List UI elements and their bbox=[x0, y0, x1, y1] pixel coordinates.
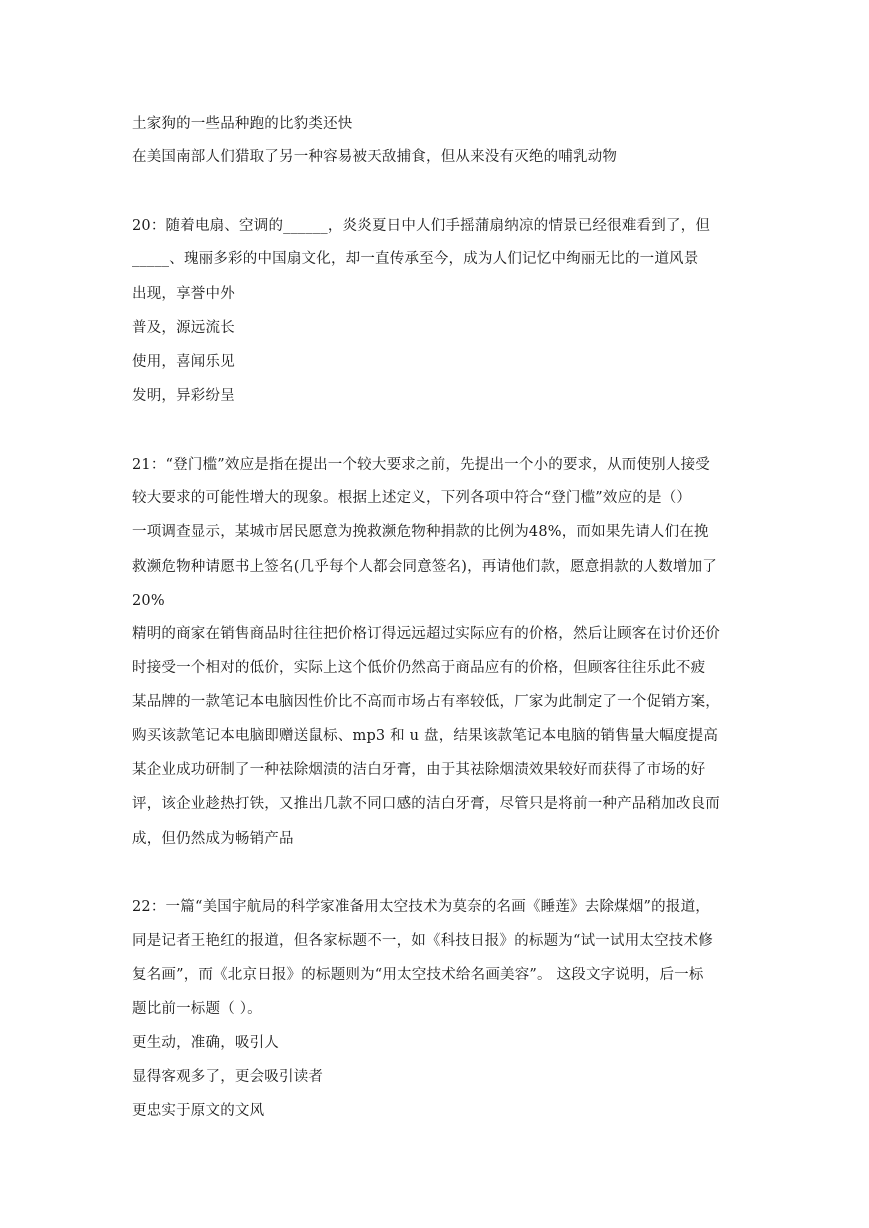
question-20-stem: 20：随着电扇、空调的______，炎炎夏日中人们手摇蒲扇纳凉的情景已经很难看到了，但 bbox=[132, 218, 711, 234]
question-21-option: 购买该款笔记本电脑即赠送鼠标、mp3 和 u 盘，结果该款笔记本电脑的销售量大幅度提高 bbox=[132, 728, 719, 744]
question-21-option: 精明的商家在销售商品时往往把价格订得远远超过实际应有的价格，然后让顾客在讨价还价 bbox=[132, 626, 720, 642]
question-20-option: 出现，享誉中外 bbox=[132, 286, 235, 302]
question-22-option: 更生动，准确，吸引人 bbox=[132, 1035, 279, 1051]
question-21-option: 某品牌的一款笔记本电脑因性价比不高而市场占有率较低，厂家为此制定了一个促销方案， bbox=[132, 694, 720, 710]
question-22-stem: 复名画”，而《北京日报》的标题则为“用太空技术给名画美容”。 这段文字说明，后一标 bbox=[132, 967, 704, 983]
question-20-option: 普及，源远流长 bbox=[132, 320, 235, 336]
question-21-option: 救濒危物种请愿书上签名(几乎每个人都会同意签名)，再请他们款，愿意捐款的人数增加了 bbox=[132, 559, 718, 575]
question-21-option: 时接受一个相对的低价，实际上这个低价仍然高于商品应有的价格，但顾客往往乐此不疲 bbox=[132, 660, 706, 676]
option-text: 在美国南部人们猎取了另一种容易被天敌捕食，但从来没有灭绝的哺乳动物 bbox=[132, 149, 618, 165]
question-20-stem: _____、瑰丽多彩的中国扇文化，却一直传承至今，成为人们记忆中绚丽无比的一道风景 bbox=[132, 251, 699, 267]
question-20-option: 使用，喜闻乐见 bbox=[132, 354, 235, 370]
question-22-option: 显得客观多了，更会吸引读者 bbox=[132, 1069, 324, 1085]
question-21-option: 20% bbox=[132, 593, 165, 609]
question-21-option: 一项调查显示，某城市居民愿意为挽救濒危物种捐款的比例为48%，而如果先请人们在挽 bbox=[132, 524, 709, 540]
option-text: 土家狗的一些品种跑的比豹类还快 bbox=[132, 116, 353, 132]
question-21-option: 成，但仍然成为畅销产品 bbox=[132, 831, 294, 847]
question-21-option: 评，该企业趁热打铁，又推出几款不同口感的洁白牙膏，尽管只是将前一种产品稍加改良而 bbox=[132, 796, 720, 812]
question-21-stem: 较大要求的可能性增大的现象。根据上述定义，下列各项中符合“登门槛”效应的是（） bbox=[132, 490, 692, 506]
question-22-stem: 22：一篇“美国宇航局的科学家准备用太空技术为莫奈的名画《睡莲》去除煤烟”的报道， bbox=[132, 899, 710, 915]
question-22-stem: 题比前一标题（ ）。 bbox=[132, 1001, 262, 1017]
question-20-option: 发明，异彩纷呈 bbox=[132, 388, 235, 404]
question-21-option: 某企业成功研制了一种祛除烟渍的洁白牙膏，由于其祛除烟渍效果较好而获得了市场的好 bbox=[132, 762, 706, 778]
question-22-option: 更忠实于原文的文风 bbox=[132, 1103, 265, 1119]
question-21-stem: 21：“登门槛”效应是指在提出一个较大要求之前，先提出一个小的要求，从而使别人接受 bbox=[132, 457, 710, 473]
question-22-stem: 同是记者王艳红的报道，但各家标题不一，如《科技日报》的标题为“试一试用太空技术修 bbox=[132, 933, 713, 949]
